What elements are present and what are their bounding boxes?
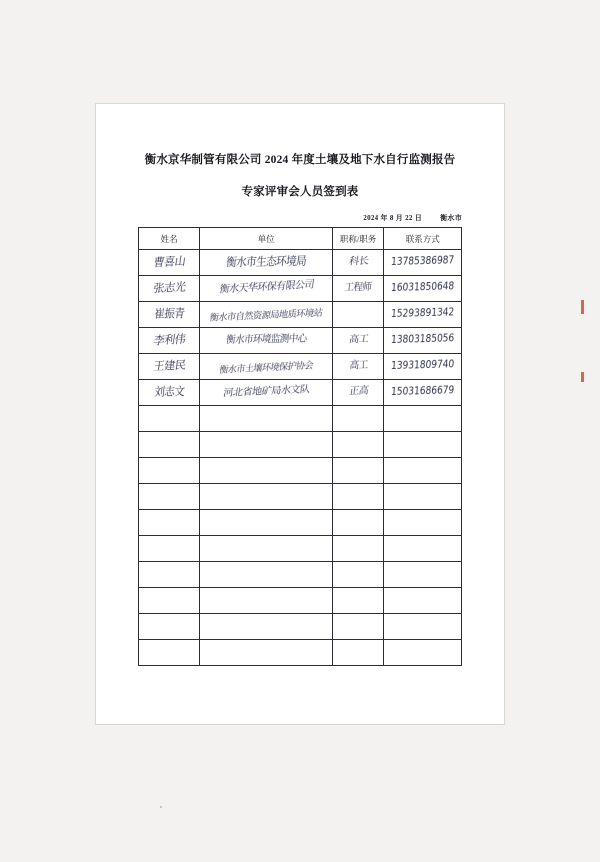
table-row <box>139 250 462 276</box>
cell-title <box>332 536 384 562</box>
table-row <box>139 302 462 328</box>
cell-name <box>139 484 200 510</box>
cell-title <box>332 562 384 588</box>
cell-phone <box>384 588 462 614</box>
cell-unit: 衡水天华环保有限公司 <box>200 276 332 302</box>
table-row <box>139 484 462 510</box>
meta-date: 2024 年 8 月 22 日 <box>363 214 423 223</box>
cell-name <box>139 432 200 458</box>
cell-name: 张志光 <box>139 276 200 302</box>
cell-title <box>332 484 384 510</box>
cell-phone <box>384 510 462 536</box>
cell-name: 李利伟 <box>139 328 200 354</box>
cell-phone <box>384 562 462 588</box>
cell-name: 刘志文 <box>139 380 200 406</box>
meta-city: 衡水市 <box>440 214 462 223</box>
cell-name: 王建民 <box>139 354 200 380</box>
table-row <box>139 276 462 302</box>
cell-name <box>139 406 200 432</box>
cell-phone: 13785386987 <box>384 250 462 276</box>
column-header-name: 姓名 <box>139 228 200 250</box>
cell-title <box>332 458 384 484</box>
cell-name <box>139 458 200 484</box>
cell-phone: 15031686679 <box>384 380 462 406</box>
cell-unit: 衡水市生态环境局 <box>200 250 332 276</box>
cell-title <box>332 432 384 458</box>
cell-unit <box>200 510 332 536</box>
table-row <box>139 380 462 406</box>
cell-unit: 衡水市自然资源局地质环境站 <box>200 302 332 328</box>
table-row <box>139 614 462 640</box>
document-meta <box>138 213 462 223</box>
scan-edge-mark <box>581 300 584 314</box>
cell-unit <box>200 588 332 614</box>
cell-unit: 衡水市环境监测中心 <box>200 328 332 354</box>
cell-name <box>139 614 200 640</box>
table-row <box>139 354 462 380</box>
cell-phone <box>384 536 462 562</box>
cell-name <box>139 640 200 666</box>
scan-artifact <box>160 806 162 808</box>
cell-name: 崔振青 <box>139 302 200 328</box>
cell-phone: 16031850648 <box>384 276 462 302</box>
cell-phone <box>384 432 462 458</box>
cell-unit: 衡水市土壤环境保护协会 <box>200 354 332 380</box>
cell-unit <box>200 614 332 640</box>
cell-title <box>332 640 384 666</box>
cell-name <box>139 562 200 588</box>
table-row <box>139 536 462 562</box>
table-row <box>139 640 462 666</box>
cell-unit: 河北省地矿局水文队 <box>200 380 332 406</box>
cell-title: 高工 <box>332 328 384 354</box>
cell-phone <box>384 406 462 432</box>
scan-edge-mark <box>581 372 584 382</box>
document-sheet <box>96 104 504 724</box>
cell-title <box>332 614 384 640</box>
cell-phone <box>384 484 462 510</box>
cell-title <box>332 406 384 432</box>
document-title: 衡水京华制管有限公司 2024 年度土壤及地下水自行监测报告 <box>144 154 456 166</box>
table-header-row <box>139 228 462 250</box>
column-header-unit: 单位 <box>200 228 332 250</box>
cell-phone: 13803185056 <box>384 328 462 354</box>
cell-title <box>332 302 384 328</box>
cell-unit <box>200 406 332 432</box>
cell-name <box>139 588 200 614</box>
table-row <box>139 458 462 484</box>
cell-unit <box>200 484 332 510</box>
table-row <box>139 588 462 614</box>
cell-name <box>139 510 200 536</box>
table-row <box>139 510 462 536</box>
cell-title: 高工 <box>332 354 384 380</box>
table-row <box>139 432 462 458</box>
cell-phone <box>384 640 462 666</box>
cell-unit <box>200 432 332 458</box>
column-header-title: 职称/职务 <box>332 228 384 250</box>
cell-title: 科长 <box>332 250 384 276</box>
cell-title: 正高 <box>332 380 384 406</box>
cell-phone: 13931809740 <box>384 354 462 380</box>
table-row <box>139 406 462 432</box>
cell-phone <box>384 614 462 640</box>
signin-table <box>138 227 462 666</box>
cell-title: 工程师 <box>332 276 384 302</box>
document-subtitle: 专家评审会人员签到表 <box>241 186 359 199</box>
cell-name <box>139 536 200 562</box>
cell-phone: 15293891342 <box>384 302 462 328</box>
cell-phone <box>384 458 462 484</box>
cell-unit <box>200 536 332 562</box>
cell-unit <box>200 458 332 484</box>
table-row <box>139 562 462 588</box>
table-row <box>139 328 462 354</box>
cell-title <box>332 510 384 536</box>
cell-unit <box>200 562 332 588</box>
cell-title <box>332 588 384 614</box>
column-header-phone: 联系方式 <box>384 228 462 250</box>
cell-name: 曹喜山 <box>139 250 200 276</box>
cell-unit <box>200 640 332 666</box>
